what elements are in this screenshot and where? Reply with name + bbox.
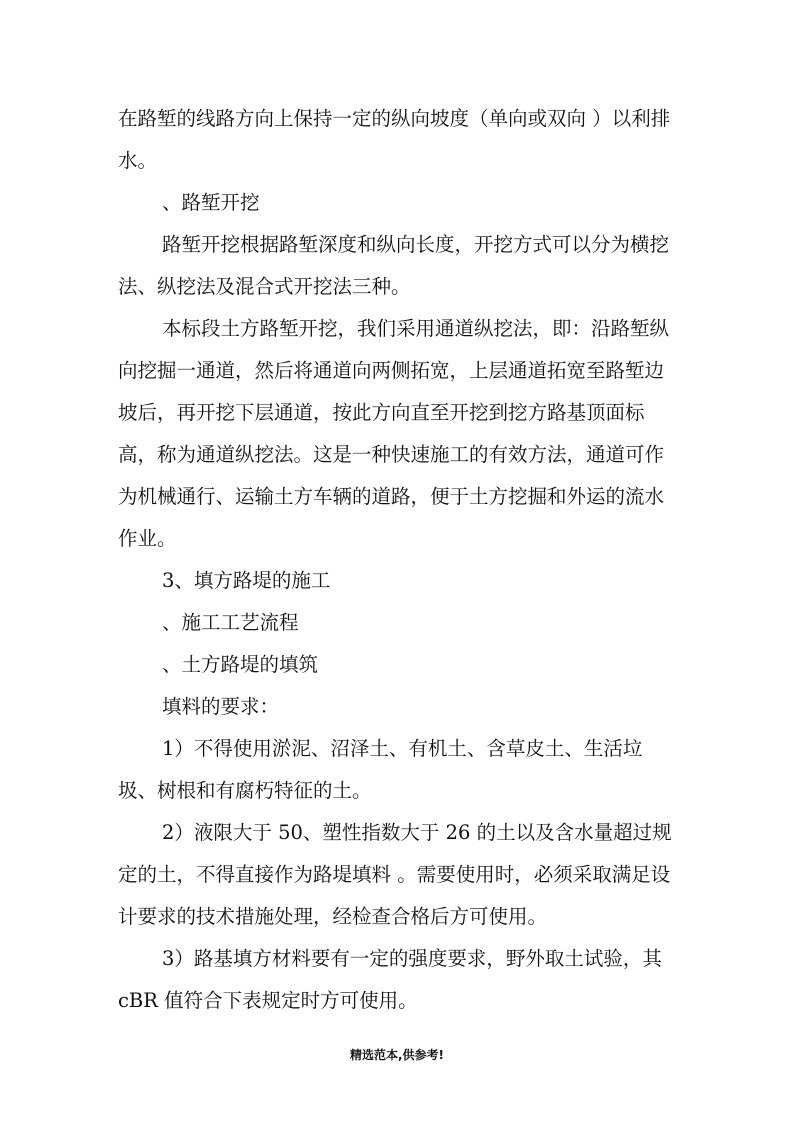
heading-fill-embankment: 3、填方路堤的施工 — [162, 569, 331, 592]
list-item-requirement-1: 1）不得使用淤泥、沼泽土、有机土、含草皮土、生活垃圾、树根和有腐朽特征的土。 — [118, 737, 643, 802]
heading-process-flow: 、施工工艺流程 — [162, 611, 299, 634]
page-footer: 精选范本,供参考! — [349, 1048, 445, 1062]
paragraph-excavation-methods: 路堑开挖根据路堑深度和纵向长度，开挖方式可以分为横挖法、纵挖法及混合式开挖法三种。 — [118, 233, 670, 298]
paragraph-channel-longitudinal-method: 本标段土方路堑开挖，我们采用通道纵挖法，即：沿路堑纵向挖掘一通道，然后将通道向两侧拓宽，上层通道拓宽至路堑边坡后，再开挖下层通道，按此方向直至开挖到挖方路基顶面标高，称为通道纵挖法。这是一种快速施工的有效方法，通道可作为机械通行、运输土方车辆的道路，便于土方挖掘和外运的流水作业。 — [118, 317, 670, 550]
heading-fill-requirements: 填料的要求： — [162, 695, 280, 718]
document-body — [118, 98, 678, 1022]
paragraph-drainage-slope: 在路堑的线路方向上保持一定的纵向坡度（单向或双向 ）以利排水。 — [118, 107, 671, 172]
heading-cut-excavation: 、路堑开挖 — [162, 191, 260, 214]
list-item-requirement-3: 3）路基填方材料要有一定的强度要求，野外取土试验，其 cBR 值符合下表规定时方可使用。 — [118, 947, 662, 1012]
list-item-requirement-2: 2）液限大于 50、塑性指数大于 26 的土以及含水量超过规定的土，不得直接作为路堤填料 。需要使用时，必须采取满足设计要求的技术措施处理，经检查合格后方可使用。 — [118, 821, 672, 928]
heading-earth-filling: 、土方路堤的填筑 — [162, 653, 319, 676]
